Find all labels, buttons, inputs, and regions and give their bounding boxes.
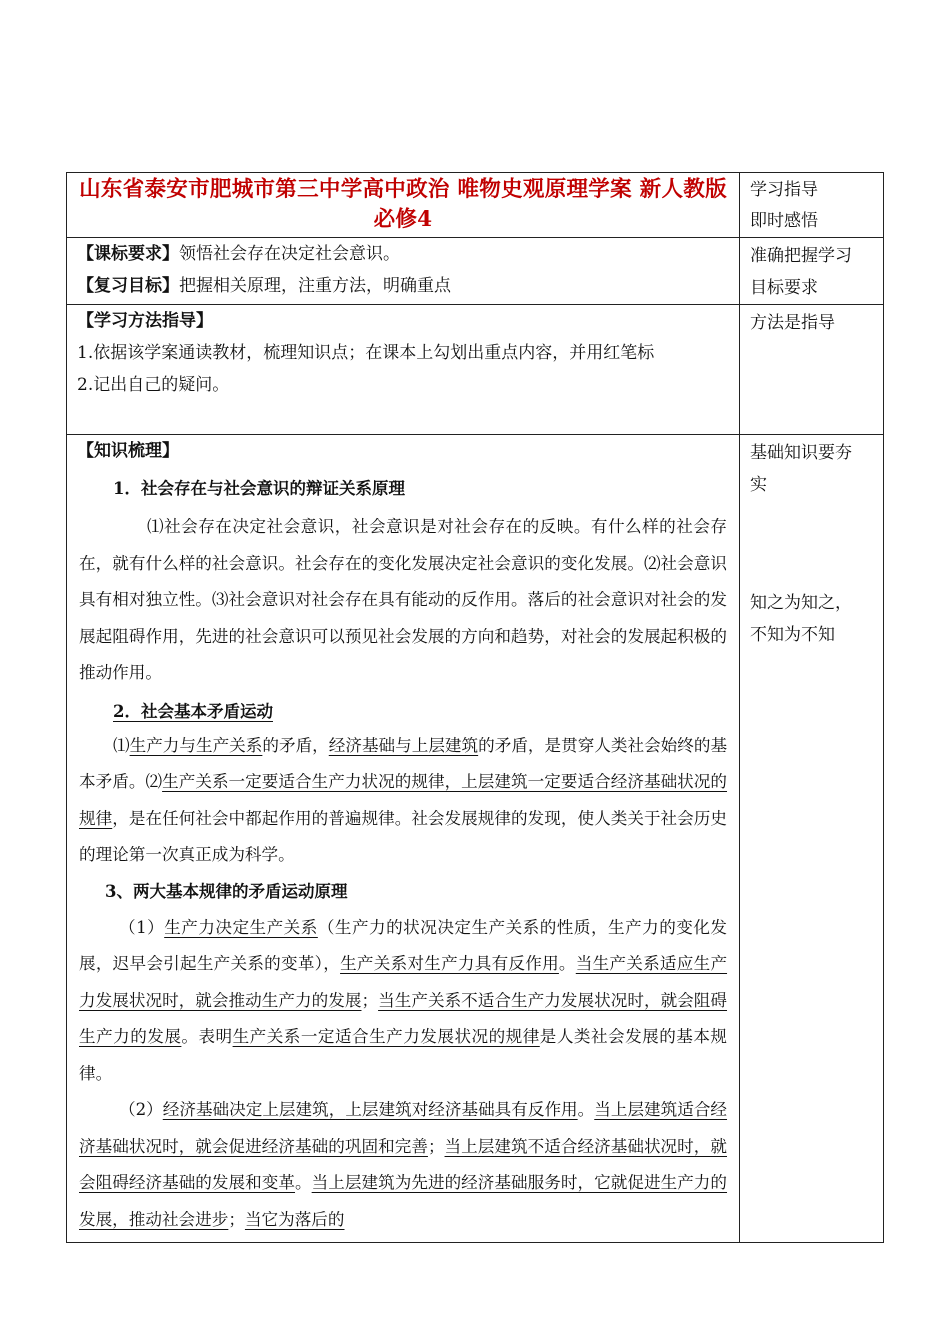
text-run: 。 <box>558 954 576 973</box>
text-run: ； <box>361 990 379 1010</box>
underlined-phrase: 当上层建筑为先进的经济基础服务时，它就促进生产力的发展，推动社会进步 <box>79 1173 728 1229</box>
curriculum-requirement <box>67 238 739 270</box>
side-note-basics <box>740 435 883 501</box>
side-note-line: 目标要求 <box>750 278 818 298</box>
underlined-phrase: 当上层建筑不适合经济基础状况时，就会阻碍经济基础的发展和变革 <box>79 1136 728 1192</box>
text-run: 的矛盾，是贯穿人类社会始终的基本矛盾。⑵ <box>79 735 728 791</box>
underlined-phrase: 当生产关系适应生产力发展状况时，就会推动生产力的发展 <box>79 954 728 1010</box>
underlined-phrase: 生产关系对生产力具有反作用 <box>340 954 559 973</box>
underlined-phrase: 生产力决定生产关系 <box>164 917 318 937</box>
curriculum-requirement-text: 领悟社会存在决定社会意识。 <box>179 244 400 264</box>
underlined-phrase: 上层建筑对经济基础具有反作用 <box>345 1100 578 1119</box>
underlined-phrase: 经济基础决定上层建筑， <box>162 1100 346 1119</box>
side-note-guidance <box>740 173 883 237</box>
text-run: 。 <box>295 1173 312 1192</box>
text-run: 。表明 <box>181 1027 233 1046</box>
text-run: ，是在任何社会中都起作用的普遍规律。社会发展规律的发现，使人类关于社会历史的理论第一次真正成为科学。 <box>79 808 728 864</box>
section-3b-text <box>67 1092 739 1238</box>
side-note-knowing <box>740 585 883 651</box>
curriculum-requirement-label: 【课标要求】 <box>77 244 179 264</box>
side-note-line: 实 <box>750 475 767 495</box>
section-2-title-text: 2．社会基本矛盾运动 <box>113 701 273 721</box>
underlined-phrase: 生产关系一定适合生产力发展状况的规律 <box>232 1027 540 1046</box>
knowledge-label: 【知识梳理】 <box>77 441 179 461</box>
text-run: ； <box>427 1136 445 1156</box>
text-run: （生产力的状况决定生产关系的性质，生产力的变化发展，迟早会引起生产关系的变革）， <box>79 917 728 973</box>
title-row <box>67 173 884 238</box>
text-run: ； <box>228 1209 245 1229</box>
side-note-line: 不知为不知 <box>750 625 835 645</box>
side-note-objectives <box>740 238 883 304</box>
method-label: 【学习方法指导】 <box>77 311 213 331</box>
underlined-phrase: 当上层建筑适合经济基础状况时，就会促进经济基础的巩固和完善 <box>79 1100 728 1156</box>
text-run: （1） <box>119 917 165 937</box>
section-3-title: 3、两大基本规律的矛盾运动原理 <box>105 881 348 901</box>
section-2-text <box>67 728 739 874</box>
side-note-line: 知之为知之， <box>750 593 852 613</box>
side-note-line: 即时感悟 <box>750 211 818 231</box>
section-1-text: ⑴社会存在决定社会意识，社会意识是对社会存在的反映。有什么样的社会存在，就有什么样的社会意识。社会存在的变化发展决定社会意识的变化发展。⑵社会意识具有相对独立性。⑶社会意识对社会存在具有能动的反作用。落后的社会意识对社会的发展起阻碍作用，先进的社会意识可以预见社会发展的方向和趋势，对社会的发展起积极的推动作用。 <box>79 517 727 682</box>
section-3a-text <box>67 910 739 1093</box>
text-run: 是人类社会发展的基本规律。 <box>79 1027 728 1083</box>
review-objective <box>67 270 739 302</box>
underlined-phrase: 当它为落后的 <box>244 1209 345 1229</box>
text-run: （2） <box>119 1100 163 1119</box>
underlined-phrase: 当生产关系不适合生产力发展状况时，就会阻碍生产力的发展 <box>79 990 728 1046</box>
section-1-title: 1．社会存在与社会意识的辩证关系原理 <box>113 479 405 498</box>
text-run: ⑴ <box>113 735 130 755</box>
review-objective-text: 把握相关原理，注重方法，明确重点 <box>179 276 451 296</box>
method-item-2: 2.记出自己的疑问。 <box>77 375 230 395</box>
side-note-method: 方法是指导 <box>750 313 835 333</box>
underlined-phrase: 生产关系一定要适合生产力状况的规律，上层建筑一定要适合经济基础状况的规律 <box>79 772 728 828</box>
side-note-line: 基础知识要夯 <box>750 443 852 463</box>
text-run: 。 <box>577 1100 595 1119</box>
document-title: 山东省泰安市肥城市第三中学高中政治 唯物史观原理学案 新人教版必修4 <box>79 177 727 232</box>
method-row <box>67 305 884 435</box>
text-run: 的矛盾， <box>262 735 329 755</box>
review-objective-label: 【复习目标】 <box>77 276 179 296</box>
side-note-line: 学习指导 <box>750 180 818 200</box>
underlined-phrase: 经济基础与上层建筑 <box>328 735 479 755</box>
study-guide-table <box>66 172 884 1243</box>
knowledge-row <box>67 435 884 1243</box>
method-item-1: 1.依据该学案通读教材，梳理知识点；在课本上勾划出重点内容，并用红笔标 <box>77 343 655 363</box>
requirements-row <box>67 238 884 305</box>
section-2-title <box>67 692 739 728</box>
side-note-line: 准确把握学习 <box>750 246 852 266</box>
underlined-phrase: 生产力与生产关系 <box>129 735 263 755</box>
